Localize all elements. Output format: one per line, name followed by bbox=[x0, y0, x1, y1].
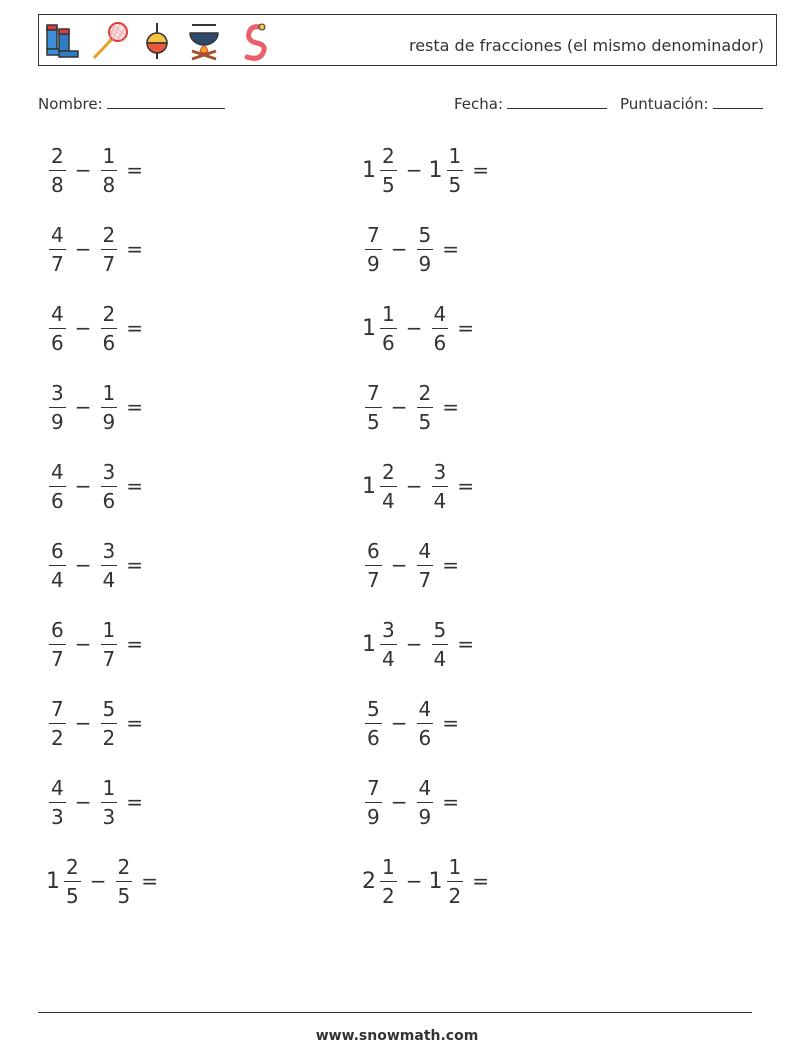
boots-icon bbox=[43, 21, 83, 61]
subtraction-problem bbox=[362, 693, 459, 753]
name-label: Nombre: bbox=[38, 95, 103, 113]
mixed-number bbox=[98, 540, 121, 591]
subtraction-problem bbox=[46, 377, 143, 437]
denominator: 9 bbox=[367, 804, 380, 829]
fraction-bar bbox=[365, 249, 382, 250]
denominator: 6 bbox=[102, 330, 116, 355]
numerator: 2 bbox=[51, 143, 64, 168]
fraction bbox=[101, 145, 118, 196]
denominator: 6 bbox=[418, 725, 432, 750]
mixed-number bbox=[414, 698, 437, 749]
minus-sign: − bbox=[405, 316, 423, 340]
denominator: 4 bbox=[382, 488, 395, 513]
subtraction-problem bbox=[46, 219, 143, 279]
mixed-number bbox=[98, 303, 121, 354]
numerator: 2 bbox=[382, 143, 395, 168]
minus-sign: − bbox=[74, 395, 92, 419]
fraction-bar bbox=[64, 881, 81, 882]
mixed-number bbox=[46, 777, 69, 828]
fraction-bar bbox=[49, 565, 66, 566]
fraction bbox=[101, 777, 118, 828]
whole-part: 2 bbox=[362, 868, 376, 894]
subtraction-problem bbox=[362, 535, 459, 595]
fraction-bar bbox=[380, 170, 397, 171]
equals-sign: = bbox=[126, 316, 143, 340]
denominator: 4 bbox=[433, 488, 447, 513]
campfire-pot-icon bbox=[184, 21, 224, 61]
denominator: 7 bbox=[102, 646, 116, 671]
mixed-number bbox=[98, 461, 121, 512]
subtraction-problem bbox=[362, 298, 474, 358]
equals-sign: = bbox=[126, 395, 143, 419]
minus-sign: − bbox=[74, 711, 92, 735]
mixed-number bbox=[46, 619, 69, 670]
numerator: 2 bbox=[117, 854, 131, 879]
numerator: 1 bbox=[102, 143, 116, 168]
whole-part: 1 bbox=[428, 157, 443, 183]
fishing-bobber-icon bbox=[137, 21, 177, 61]
whole-part: 1 bbox=[46, 868, 60, 894]
fraction-bar bbox=[49, 802, 66, 803]
fraction-bar bbox=[380, 881, 397, 882]
fraction bbox=[432, 303, 449, 354]
fraction bbox=[49, 382, 66, 433]
mixed-number bbox=[46, 303, 69, 354]
denominator: 2 bbox=[382, 883, 395, 908]
fraction-bar bbox=[101, 328, 118, 329]
fraction bbox=[417, 540, 434, 591]
fraction-bar bbox=[365, 723, 382, 724]
mixed-number bbox=[414, 777, 437, 828]
equals-sign: = bbox=[126, 790, 143, 814]
subtraction-problem bbox=[46, 140, 143, 200]
name-blank[interactable] bbox=[107, 94, 225, 109]
numerator: 4 bbox=[51, 775, 64, 800]
subtraction-problem bbox=[46, 614, 143, 674]
fraction bbox=[101, 303, 118, 354]
date-blank[interactable] bbox=[507, 94, 607, 109]
numerator: 5 bbox=[418, 222, 432, 247]
denominator: 4 bbox=[382, 646, 395, 671]
numerator: 1 bbox=[448, 854, 462, 879]
mixed-number bbox=[98, 698, 121, 749]
minus-sign: − bbox=[74, 553, 92, 577]
fraction-bar bbox=[49, 486, 66, 487]
equals-sign: = bbox=[457, 632, 474, 656]
mixed-number bbox=[429, 303, 452, 354]
numerator: 5 bbox=[433, 617, 447, 642]
fraction-bar bbox=[380, 644, 397, 645]
minus-sign: − bbox=[405, 158, 423, 182]
equals-sign: = bbox=[126, 474, 143, 498]
fraction bbox=[49, 145, 66, 196]
mixed-number bbox=[98, 777, 121, 828]
numerator: 2 bbox=[66, 854, 79, 879]
fraction-bar bbox=[417, 723, 434, 724]
numerator: 4 bbox=[418, 696, 432, 721]
numerator: 2 bbox=[382, 459, 395, 484]
minus-sign: − bbox=[390, 237, 408, 261]
header-icons bbox=[43, 19, 271, 63]
fraction bbox=[49, 619, 66, 670]
denominator: 4 bbox=[433, 646, 447, 671]
fraction-bar bbox=[417, 565, 434, 566]
numerator: 6 bbox=[367, 538, 380, 563]
denominator: 9 bbox=[367, 251, 380, 276]
numerator: 6 bbox=[51, 538, 64, 563]
mixed-number bbox=[46, 145, 69, 196]
fraction-bar bbox=[101, 407, 118, 408]
minus-sign: − bbox=[89, 869, 107, 893]
minus-sign: − bbox=[74, 632, 92, 656]
fraction bbox=[49, 224, 66, 275]
fraction bbox=[365, 777, 382, 828]
subtraction-problem bbox=[362, 851, 489, 911]
denominator: 6 bbox=[382, 330, 395, 355]
numerator: 4 bbox=[51, 459, 64, 484]
mixed-number bbox=[429, 461, 452, 512]
numerator: 5 bbox=[367, 696, 380, 721]
denominator: 9 bbox=[418, 804, 432, 829]
subtraction-problem bbox=[46, 851, 158, 911]
equals-sign: = bbox=[442, 711, 459, 735]
score-label: Puntuación: bbox=[620, 95, 709, 113]
fraction bbox=[380, 461, 397, 512]
equals-sign: = bbox=[442, 395, 459, 419]
mixed-number bbox=[46, 461, 69, 512]
numerator: 3 bbox=[51, 380, 64, 405]
fraction-bar bbox=[49, 723, 66, 724]
mixed-number bbox=[98, 382, 121, 433]
fraction-bar bbox=[101, 723, 118, 724]
equals-sign: = bbox=[126, 237, 143, 261]
minus-sign: − bbox=[390, 711, 408, 735]
denominator: 6 bbox=[51, 488, 64, 513]
denominator: 9 bbox=[418, 251, 432, 276]
numerator: 3 bbox=[433, 459, 447, 484]
subtraction-problem bbox=[362, 772, 459, 832]
minus-sign: − bbox=[405, 474, 423, 498]
whole-part: 1 bbox=[362, 315, 376, 341]
mixed-number bbox=[46, 224, 69, 275]
numerator: 3 bbox=[382, 617, 395, 642]
worksheet-title: resta de fracciones (el mismo denominador) bbox=[408, 36, 764, 55]
fraction-bar bbox=[101, 486, 118, 487]
subtraction-problem bbox=[362, 456, 474, 516]
numerator: 2 bbox=[102, 301, 116, 326]
fraction bbox=[365, 698, 382, 749]
fraction-bar bbox=[49, 249, 66, 250]
denominator: 5 bbox=[448, 172, 462, 197]
numerator: 3 bbox=[102, 459, 116, 484]
mixed-number bbox=[429, 619, 452, 670]
equals-sign: = bbox=[442, 553, 459, 577]
denominator: 7 bbox=[102, 251, 116, 276]
mixed-number bbox=[362, 461, 400, 512]
denominator: 7 bbox=[51, 646, 64, 671]
fraction-bar bbox=[101, 170, 118, 171]
equals-sign: = bbox=[472, 158, 489, 182]
denominator: 9 bbox=[102, 409, 116, 434]
numerator: 4 bbox=[51, 301, 64, 326]
mixed-number bbox=[414, 540, 437, 591]
fraction bbox=[49, 303, 66, 354]
numerator: 7 bbox=[367, 380, 380, 405]
minus-sign: − bbox=[405, 869, 423, 893]
minus-sign: − bbox=[405, 632, 423, 656]
numerator: 1 bbox=[102, 380, 116, 405]
whole-part: 1 bbox=[362, 473, 376, 499]
equals-sign: = bbox=[457, 316, 474, 340]
fraction bbox=[380, 303, 397, 354]
denominator: 7 bbox=[418, 567, 432, 592]
numerator: 6 bbox=[51, 617, 64, 642]
fraction bbox=[417, 382, 434, 433]
equals-sign: = bbox=[442, 237, 459, 261]
whole-part: 1 bbox=[362, 157, 376, 183]
fraction-bar bbox=[365, 802, 382, 803]
fraction bbox=[101, 224, 118, 275]
minus-sign: − bbox=[74, 237, 92, 261]
equals-sign: = bbox=[472, 869, 489, 893]
mixed-number bbox=[98, 619, 121, 670]
numerator: 3 bbox=[102, 538, 116, 563]
mixed-number bbox=[414, 382, 437, 433]
fraction bbox=[49, 540, 66, 591]
denominator: 5 bbox=[418, 409, 432, 434]
minus-sign: − bbox=[390, 553, 408, 577]
mixed-number bbox=[414, 224, 437, 275]
score-blank[interactable] bbox=[713, 94, 763, 109]
mixed-number bbox=[362, 540, 385, 591]
fraction bbox=[49, 461, 66, 512]
butterfly-net-icon bbox=[90, 21, 130, 61]
numerator: 4 bbox=[418, 538, 432, 563]
fraction-bar bbox=[380, 328, 397, 329]
equals-sign: = bbox=[141, 869, 158, 893]
denominator: 4 bbox=[51, 567, 64, 592]
denominator: 7 bbox=[367, 567, 380, 592]
fraction bbox=[447, 145, 464, 196]
denominator: 5 bbox=[117, 883, 131, 908]
fraction-bar bbox=[49, 644, 66, 645]
equals-sign: = bbox=[442, 790, 459, 814]
mixed-number bbox=[362, 224, 385, 275]
fraction bbox=[447, 856, 464, 907]
numerator: 4 bbox=[51, 222, 64, 247]
fraction bbox=[101, 619, 118, 670]
denominator: 6 bbox=[51, 330, 64, 355]
footer-url: www.snowmath.com bbox=[315, 1028, 479, 1044]
fraction-bar bbox=[447, 881, 464, 882]
fraction bbox=[365, 382, 382, 433]
numerator: 7 bbox=[367, 222, 380, 247]
denominator: 6 bbox=[367, 725, 380, 750]
fraction-bar bbox=[447, 170, 464, 171]
denominator: 6 bbox=[102, 488, 116, 513]
fraction-bar bbox=[432, 486, 449, 487]
footer-divider bbox=[38, 1012, 752, 1013]
fraction-bar bbox=[49, 328, 66, 329]
subtraction-problem bbox=[46, 456, 143, 516]
numerator: 1 bbox=[448, 143, 462, 168]
mixed-number bbox=[46, 698, 69, 749]
fraction-bar bbox=[101, 565, 118, 566]
numerator: 5 bbox=[102, 696, 116, 721]
fraction bbox=[432, 461, 449, 512]
mixed-number bbox=[98, 145, 121, 196]
numerator: 1 bbox=[102, 617, 116, 642]
fraction bbox=[417, 777, 434, 828]
mixed-number bbox=[429, 145, 467, 196]
denominator: 5 bbox=[382, 172, 395, 197]
minus-sign: − bbox=[74, 790, 92, 814]
mixed-number bbox=[362, 698, 385, 749]
denominator: 8 bbox=[102, 172, 116, 197]
mixed-number bbox=[362, 777, 385, 828]
subtraction-problem bbox=[46, 298, 143, 358]
fraction-bar bbox=[432, 644, 449, 645]
fraction-bar bbox=[380, 486, 397, 487]
subtraction-problem bbox=[362, 219, 459, 279]
denominator: 2 bbox=[448, 883, 462, 908]
denominator: 4 bbox=[102, 567, 116, 592]
mixed-number bbox=[98, 224, 121, 275]
denominator: 2 bbox=[102, 725, 116, 750]
fraction-bar bbox=[432, 328, 449, 329]
subtraction-problem bbox=[46, 772, 143, 832]
numerator: 1 bbox=[382, 301, 395, 326]
numerator: 4 bbox=[433, 301, 447, 326]
numerator: 1 bbox=[382, 854, 395, 879]
fraction-bar bbox=[101, 802, 118, 803]
fraction bbox=[64, 856, 81, 907]
fraction bbox=[365, 224, 382, 275]
mixed-number bbox=[362, 382, 385, 433]
fraction-bar bbox=[101, 249, 118, 250]
equals-sign: = bbox=[457, 474, 474, 498]
name-field bbox=[38, 94, 225, 113]
denominator: 7 bbox=[51, 251, 64, 276]
denominator: 5 bbox=[367, 409, 380, 434]
minus-sign: − bbox=[74, 316, 92, 340]
denominator: 3 bbox=[51, 804, 64, 829]
numerator: 2 bbox=[418, 380, 432, 405]
mixed-number bbox=[113, 856, 136, 907]
subtraction-problem bbox=[46, 535, 143, 595]
date-label: Fecha: bbox=[454, 95, 504, 113]
denominator: 2 bbox=[51, 725, 64, 750]
worm-icon bbox=[231, 21, 271, 61]
minus-sign: − bbox=[390, 395, 408, 419]
denominator: 9 bbox=[51, 409, 64, 434]
mixed-number bbox=[46, 382, 69, 433]
header-box bbox=[38, 14, 777, 66]
fraction bbox=[365, 540, 382, 591]
denominator: 6 bbox=[433, 330, 447, 355]
minus-sign: − bbox=[74, 158, 92, 182]
fraction bbox=[432, 619, 449, 670]
fraction bbox=[101, 698, 118, 749]
fraction-bar bbox=[417, 802, 434, 803]
fraction bbox=[417, 224, 434, 275]
fraction bbox=[49, 698, 66, 749]
score-field bbox=[620, 94, 763, 113]
mixed-number bbox=[362, 303, 400, 354]
numerator: 4 bbox=[418, 775, 432, 800]
denominator: 5 bbox=[66, 883, 79, 908]
fraction bbox=[49, 777, 66, 828]
fraction bbox=[380, 145, 397, 196]
fraction-bar bbox=[101, 644, 118, 645]
date-field bbox=[454, 94, 607, 113]
numerator: 7 bbox=[51, 696, 64, 721]
fraction bbox=[417, 698, 434, 749]
fraction bbox=[380, 856, 397, 907]
whole-part: 1 bbox=[362, 631, 376, 657]
subtraction-problem bbox=[46, 693, 143, 753]
equals-sign: = bbox=[126, 711, 143, 735]
numerator: 2 bbox=[102, 222, 116, 247]
fraction-bar bbox=[417, 407, 434, 408]
numerator: 1 bbox=[102, 775, 116, 800]
denominator: 8 bbox=[51, 172, 64, 197]
numerator: 7 bbox=[367, 775, 380, 800]
fraction bbox=[101, 540, 118, 591]
minus-sign: − bbox=[74, 474, 92, 498]
fraction-bar bbox=[49, 407, 66, 408]
subtraction-problem bbox=[362, 377, 459, 437]
mixed-number bbox=[46, 540, 69, 591]
fraction bbox=[101, 461, 118, 512]
equals-sign: = bbox=[126, 632, 143, 656]
subtraction-problem bbox=[362, 140, 489, 200]
subtraction-problem bbox=[362, 614, 474, 674]
equals-sign: = bbox=[126, 158, 143, 182]
minus-sign: − bbox=[390, 790, 408, 814]
equals-sign: = bbox=[126, 553, 143, 577]
fraction bbox=[380, 619, 397, 670]
fraction-bar bbox=[417, 249, 434, 250]
mixed-number bbox=[362, 619, 400, 670]
fraction-bar bbox=[49, 170, 66, 171]
fraction bbox=[116, 856, 133, 907]
mixed-number bbox=[46, 856, 84, 907]
mixed-number bbox=[362, 856, 400, 907]
fraction-bar bbox=[116, 881, 133, 882]
denominator: 3 bbox=[102, 804, 116, 829]
whole-part: 1 bbox=[428, 868, 443, 894]
fraction-bar bbox=[365, 407, 382, 408]
fraction bbox=[101, 382, 118, 433]
fraction-bar bbox=[365, 565, 382, 566]
mixed-number bbox=[429, 856, 467, 907]
mixed-number bbox=[362, 145, 400, 196]
